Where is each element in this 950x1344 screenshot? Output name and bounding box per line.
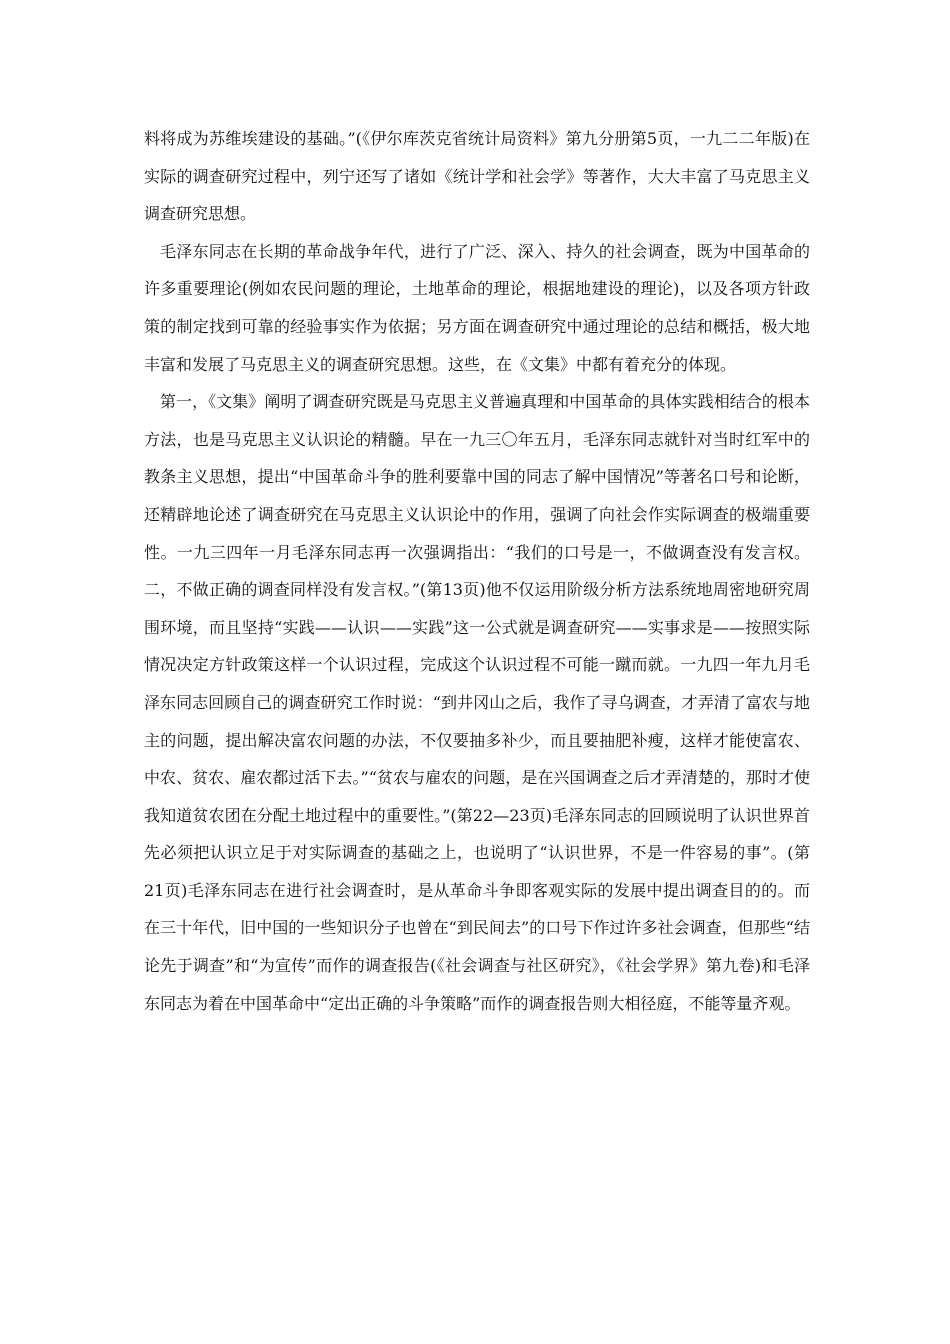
paragraph-first-point: 第一，《文集》阐明了调查研究既是马克思主义普遍真理和中国革命的具体实践相结合的根本方法，也是马克思主义认识论的精髓。早在一九三〇年五月，毛泽东同志就针对当时红军中的教条主义思想，提出“中国革命斗争的胜利要靠中国的同志了解中国情况”等著名口号和论断，还精辟地论述了调查研究在马克思主义认识论中的作用，强调了向社会作实际调查的极端重要性。一九三四年一月毛泽东同志再一次强调指出：“我们的口号是一，不做调查没有发言权。二，不做正确的调查同样没有发言权。”(第13页)他不仅运用阶级分析方法系统地周密地研究周围环境，而且坚持“实践——认识——实践”这一公式就是调查研究——实事求是——按照实际情况决定方针政策这样一个认识过程，完成这个认识过程不可能一蹴而就。一九四一年九月毛泽东同志回顾自己的调查研究工作时说：“到井冈山之后，我作了寻乌调查，才弄清了富农与地主的问题，提出解决富农问题的办法，不仅要抽多补少，而且要抽肥补瘦，这样才能使富农、中农、贫农、雇农都过活下去。”“贫农与雇农的问题，是在兴国调查之后才弄清楚的，那时才使我知道贫农团在分配土地过程中的重要性。”(第22—23页)毛泽东同志的回顾说明了认识世界首先必须把认识立足于对实际调查的基础之上，也说明了“认识世界，不是一件容易的事”。(第21页)毛泽东同志在进行社会调查时，是从革命斗争即客观实际的发展中提出调查目的的。而在三十年代，旧中国的一些知识分子也曾在“到民间去”的口号下作过许多社会调查，但那些“结论先于调查”和“为宣传”而作的调查报告(《社会调查与社区研究》，《社会学界》第九卷)和毛泽东同志为着在中国革命中“定出正确的斗争策略”而作的调查报告则大相径庭，不能等量齐观。	[144, 392, 810, 1013]
document-body	[144, 120, 810, 1022]
paragraph-continuation: 料将成为苏维埃建设的基础。”(《伊尔库茨克省统计局资料》第九分册第5页，一九二二年版)在实际的调查研究过程中，列宁还写了诸如《统计学和社会学》等著作，大大丰富了马克思主义调查研究思想。	[144, 129, 810, 224]
paragraph-mao-social-investigation: 毛泽东同志在长期的革命战争年代，进行了广泛、深入、持久的社会调查，既为中国革命的许多重要理论(例如农民问题的理论，土地革命的理论，根据地建设的理论)，以及各项方针政策的制定找到可靠的经验事实作为依据；另方面在调查研究中通过理论的总结和概括，极大地丰富和发展了马克思主义的调查研究思想。这些，在《文集》中都有着充分的体现。	[144, 241, 810, 374]
